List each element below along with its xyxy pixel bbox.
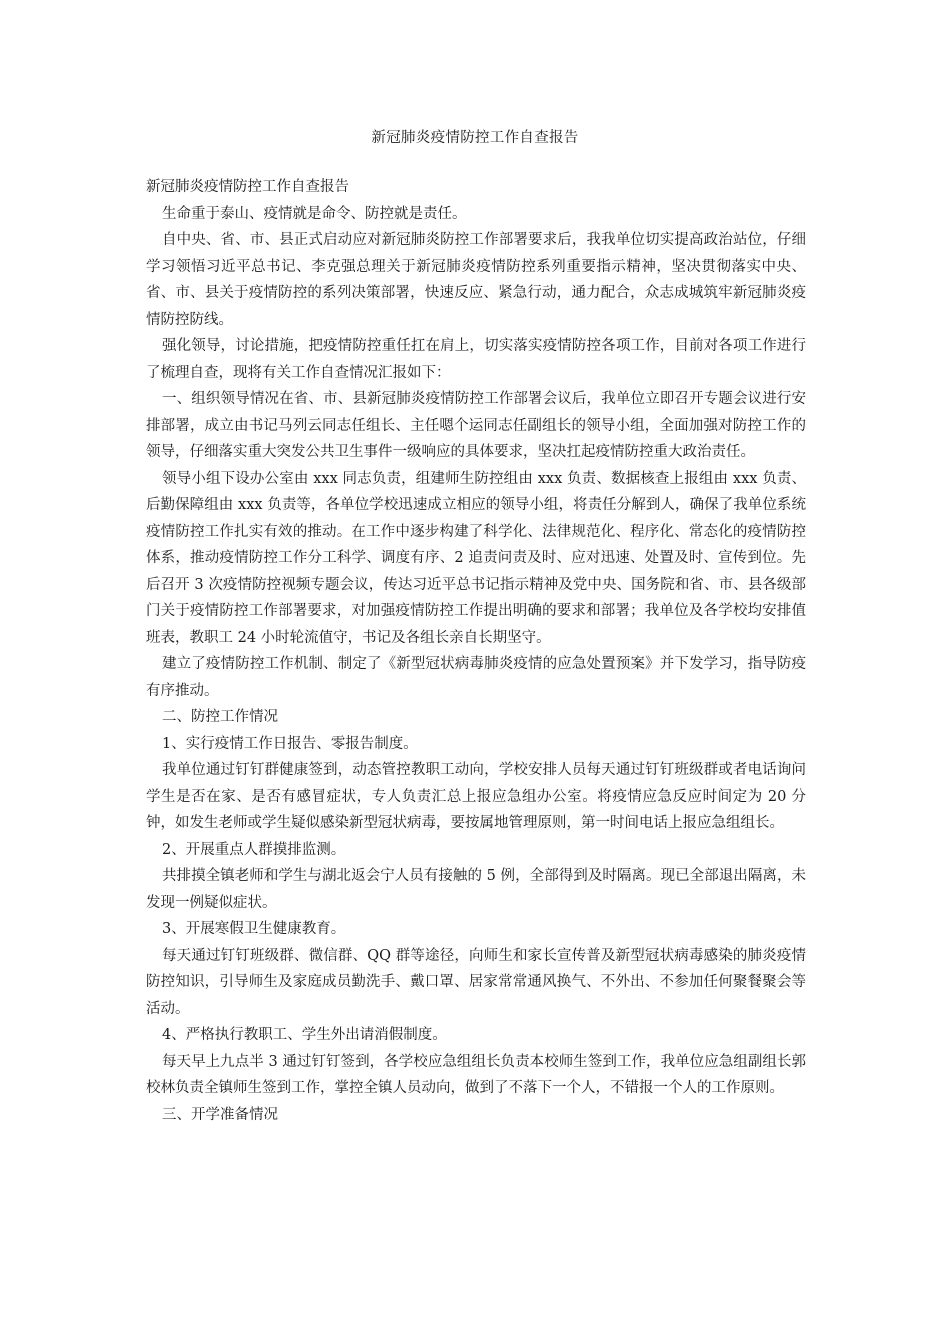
section-heading-paragraph: 一、组织领导情况在省、市、县新冠肺炎疫情防控工作部署会议后，我单位立即召开专题会议进行安排部署，成立由书记马列云同志任组长、主任嗯个运同志任副组长的领导小组，全面加强对防控工作的领导，仔细落实重大突发公共卫生事件一级响应的具体要求，坚决扛起疫情防控重大政治责任。 xyxy=(146,391,806,460)
paragraph: 自中央、省、市、县正式启动应对新冠肺炎防控工作部署要求后，我我单位切实提高政治站位，仔细学习领悟习近平总书记、李克强总理关于新冠肺炎疫情防控系列重要指示精神，坚决贯彻落实中央、省、市、县关于疫情防控的系列决策部署，快速反应、紧急行动，通力配合，众志成城筑牢新冠肺炎疫情防控防线。 xyxy=(146,232,806,328)
section-heading: 三、开学准备情况 xyxy=(162,1106,278,1123)
document-title: 新冠肺炎疫情防控工作自查报告 xyxy=(371,130,579,146)
paragraph: 领导小组下设办公室由 xxx 同志负责，组建师生防控组由 xxx 负责、数据核查上报组由 xxx 负责、后勤保障组由 xxx 负责等，各单位学校迅速成立相应的领导小组，将责任分解到人，确保了我单位系统疫情防控工作扎实有效的推动。在工作中逐步构建了科学化、法律规范化、程序化、常态化的疫情防控体系，推动疫情防控工作分工科学、调度有序、2 追责问责及时、应对迅速、处置及时、宣传到位。先后召开 3 次疫情防控视频专题会议，传达习近平总书记指示精神及党中央、国务院和省、市、县各级部门关于疫情防控工作部署要求，对加强疫情防控工作提出明确的要求和部署；我单位及各学校均安排值班表，教职工 24 小时轮流值守，书记及各组长亲自长期坚守。 xyxy=(146,470,806,646)
subsection-heading: 1、实行疫情工作日报告、零报告制度。 xyxy=(162,735,418,752)
section-heading: 二、防控工作情况 xyxy=(162,709,278,725)
paragraph: 我单位通过钉钉群健康签到，动态管控教职工动向，学校安排人员每天通过钉钉班级群或者电话询问学生是否在家、是否有感冒症状，专人负责汇总上报应急组办公室。将疫情应急反应时间定为 20 分钟，如发生老师或学生疑似感染新型冠状病毒，要按属地管理原则，第一时间电话上报应急组组长。 xyxy=(146,762,806,831)
subsection-heading: 2、开展重点人群摸排监测。 xyxy=(162,841,346,858)
paragraph: 强化领导，讨论措施，把疫情防控重任扛在肩上，切实落实疫情防控各项工作，目前对各项工作进行了梳理自查，现将有关工作自查情况汇报如下： xyxy=(146,338,806,381)
paragraph: 每天早上九点半 3 通过钉钉签到，各学校应急组组长负责本校师生签到工作，我单位应急组副组长郭校林负责全镇师生签到工作，掌控全镇人员动向，做到了不落下一个人，不错报一个人的工作原则。 xyxy=(146,1053,806,1096)
paragraph: 每天通过钉钉班级群、微信群、QQ 群等途径，向师生和家长宣传普及新型冠状病毒感染的肺炎疫情防控知识，引导师生及家庭成员勤洗手、戴口罩、居家常常通风换气、不外出、不参加任何聚餐聚会等活动。 xyxy=(146,947,806,1017)
document-subtitle: 新冠肺炎疫情防控工作自查报告 xyxy=(146,179,349,195)
subsection-heading: 4、严格执行教职工、学生外出请消假制度。 xyxy=(162,1027,447,1043)
paragraph: 建立了疫情防控工作机制、制定了《新型冠状病毒肺炎疫情的应急处置预案》并下发学习，指导防疫有序推动。 xyxy=(146,656,806,699)
subsection-heading: 3、开展寒假卫生健康教育。 xyxy=(162,921,346,937)
paragraph: 共排摸全镇老师和学生与湖北返会宁人员有接触的 5 例，全部得到及时隔离。现已全部退出隔离，未发现一例疑似症状。 xyxy=(146,868,806,911)
paragraph: 生命重于泰山、疫情就是命令、防控就是责任。 xyxy=(162,205,467,222)
document-body xyxy=(146,174,806,1128)
